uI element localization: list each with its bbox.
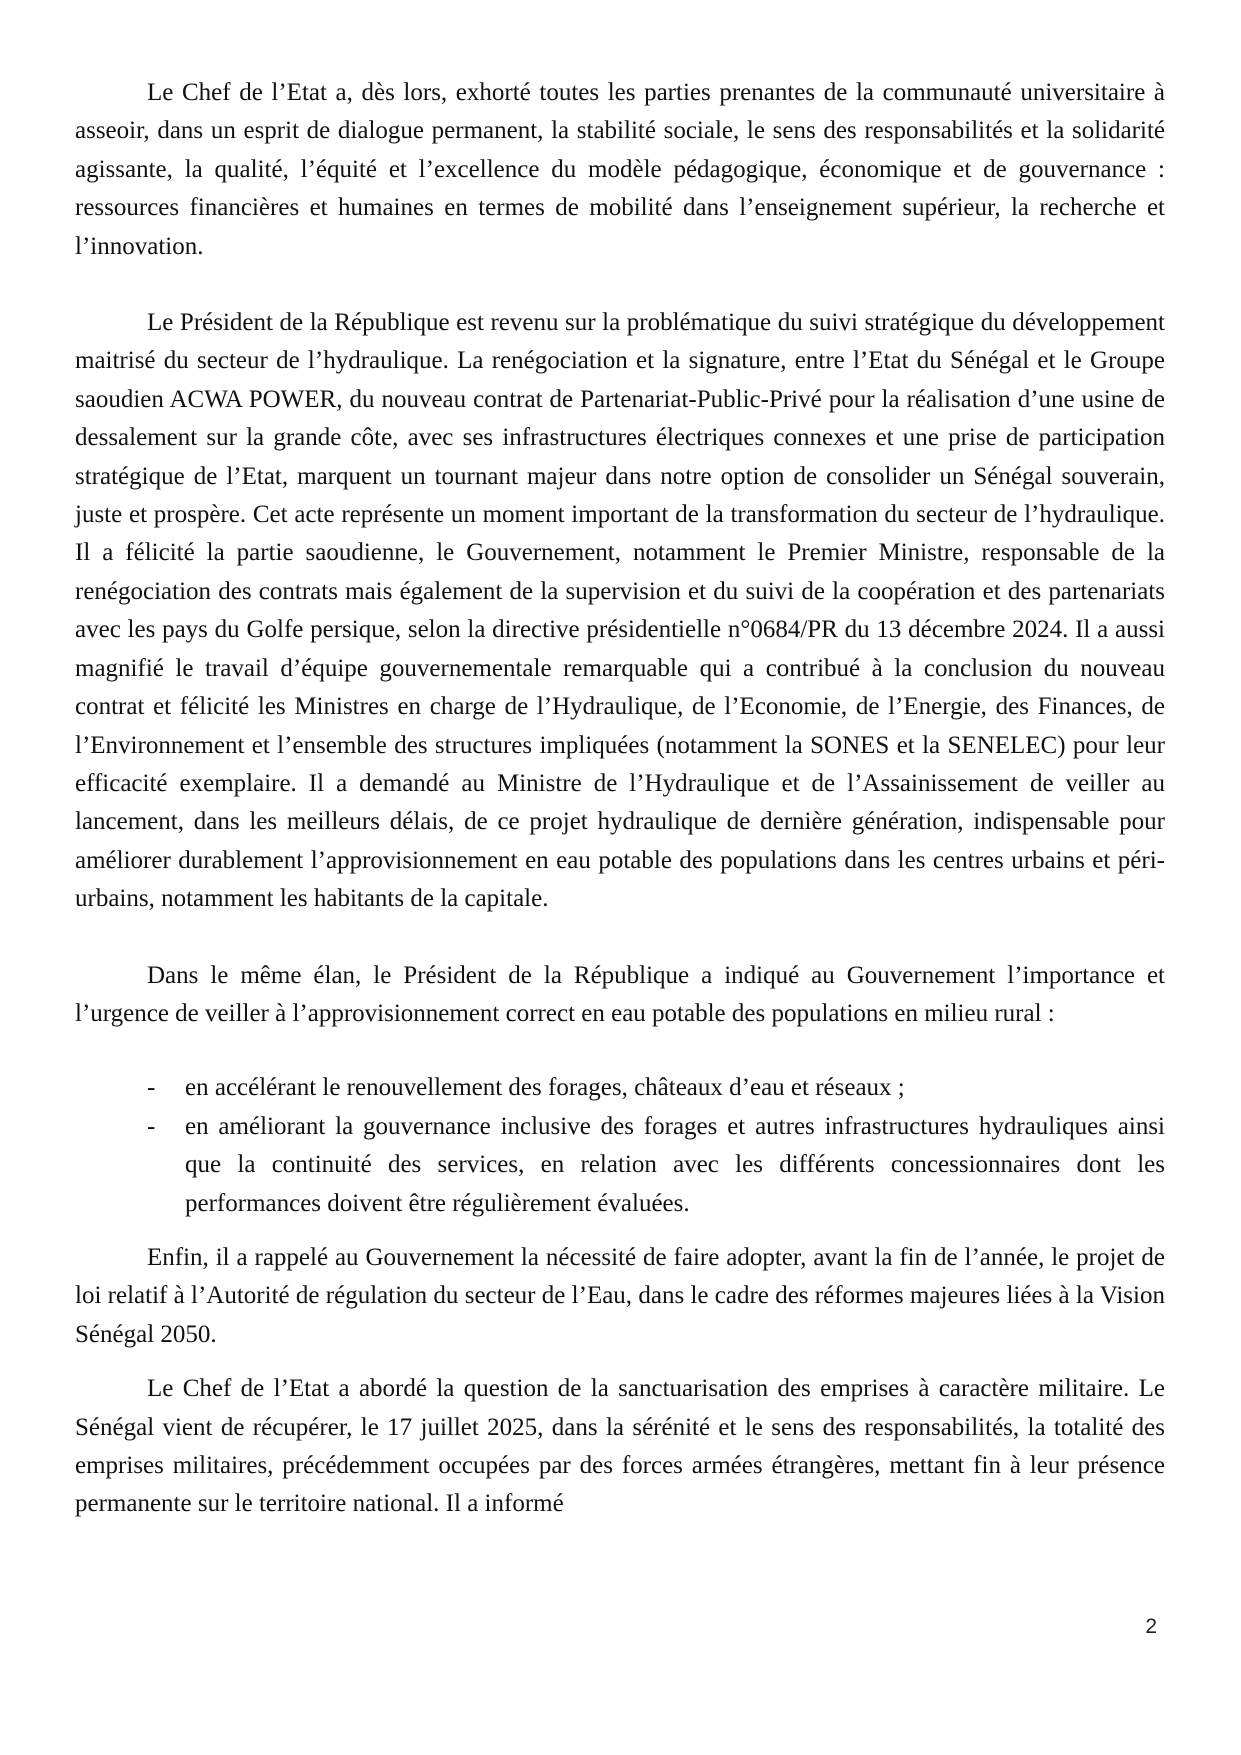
paragraph-rural-water: Dans le même élan, le Président de la République a indiqué au Gouvernement l’importance et l’urgence de veiller à l’approvisionnement correct en eau potable des populations en milieu rural : bbox=[75, 961, 1165, 1027]
list-item bbox=[147, 1069, 1165, 1107]
paragraph-university: Le Chef de l’Etat a, dès lors, exhorté toutes les parties prenantes de la communauté universitaire à asseoir, dans un esprit de dialogue permanent, la stabilité sociale, le sens des responsabilités et la solidarité agissante, la qualité, l’équité et l’excellence du modèle pédagogique, économique et de gouvernance : ressources financières et humaines en termes de mobilité dans l’enseignement supérieur, la recherche et l’innovation. bbox=[75, 79, 1165, 260]
list-item-text: en améliorant la gouvernance inclusive des forages et autres infrastructures hydrauliques ainsi que la continuité des services, en relation avec les différents concessionnaires dont les performances doivent être régulièrement évaluées. bbox=[185, 1112, 1165, 1217]
paragraph-hydraulics: Le Président de la République est revenu sur la problématique du suivi stratégique du développement maitrisé du secteur de l’hydraulique. La renégociation et la signature, entre l’Etat du Sénégal et le Groupe saoudien ACWA POWER, du nouveau contrat de Partenariat-Public-Privé pour la réalisation d’une usine de dessalement sur la grande côte, avec ses infrastructures électriques connexes et une prise de participation stratégique de l’Etat, marquent un tournant majeur dans notre option de consolider un Sénégal souverain, juste et prospère. Cet acte représente un moment important de la transformation du secteur de l’hydraulique. Il a félicité la partie saoudienne, le Gouvernement, notamment le Premier Ministre, responsable de la renégociation des contrats mais également de la supervision et du suivi de la coopération et des partenariats avec les pays du Golfe persique, selon la directive présidentielle n°0684/PR du 13 décembre 2024. Il a aussi magnifié le travail d’équipe gouvernementale remarquable qui a contribué à la conclusion du nouveau contrat et félicité les Ministres en charge de l’Hydraulique, de l’Economie, de l’Energie, des Finances, de l’Environnement et l’ensemble des structures impliquées (notamment la SONES et la SENELEC) pour leur efficacité exemplaire. Il a demandé au Ministre de l’Hydraulique et de l’Assainissement de veiller au lancement, dans les meilleurs délais, de ce projet hydraulique de dernière génération, indispensable pour améliorer durablement l’approvisionnement en eau potable des populations dans les centres urbains et péri-urbains, notamment les habitants de la capitale. bbox=[75, 309, 1165, 913]
list-item bbox=[147, 1108, 1165, 1223]
measures-list bbox=[75, 1069, 1165, 1223]
list-dash: - bbox=[147, 1112, 156, 1140]
list-dash: - bbox=[147, 1074, 156, 1102]
document-page bbox=[75, 74, 1165, 1524]
paragraph-military: Le Chef de l’Etat a abordé la question de la sanctuarisation des emprises à caractère militaire. Le Sénégal vient de récupérer, le 17 juillet 2025, dans la sérénité et le sens des responsabilités, la totalité des emprises militaires, précédemment occupées par des forces armées étrangères, mettant fin à leur présence permanente sur le territoire national. Il a informé bbox=[75, 1375, 1165, 1518]
page-number: 2 bbox=[1145, 1615, 1157, 1638]
list-item-text: en accélérant le renouvellement des forages, châteaux d’eau et réseaux ; bbox=[185, 1074, 905, 1102]
paragraph-water-regulation: Enfin, il a rappelé au Gouvernement la nécessité de faire adopter, avant la fin de l’année, le projet de loi relatif à l’Autorité de régulation du secteur de l’Eau, dans le cadre des réformes majeures liées à la Vision Sénégal 2050. bbox=[75, 1243, 1165, 1348]
